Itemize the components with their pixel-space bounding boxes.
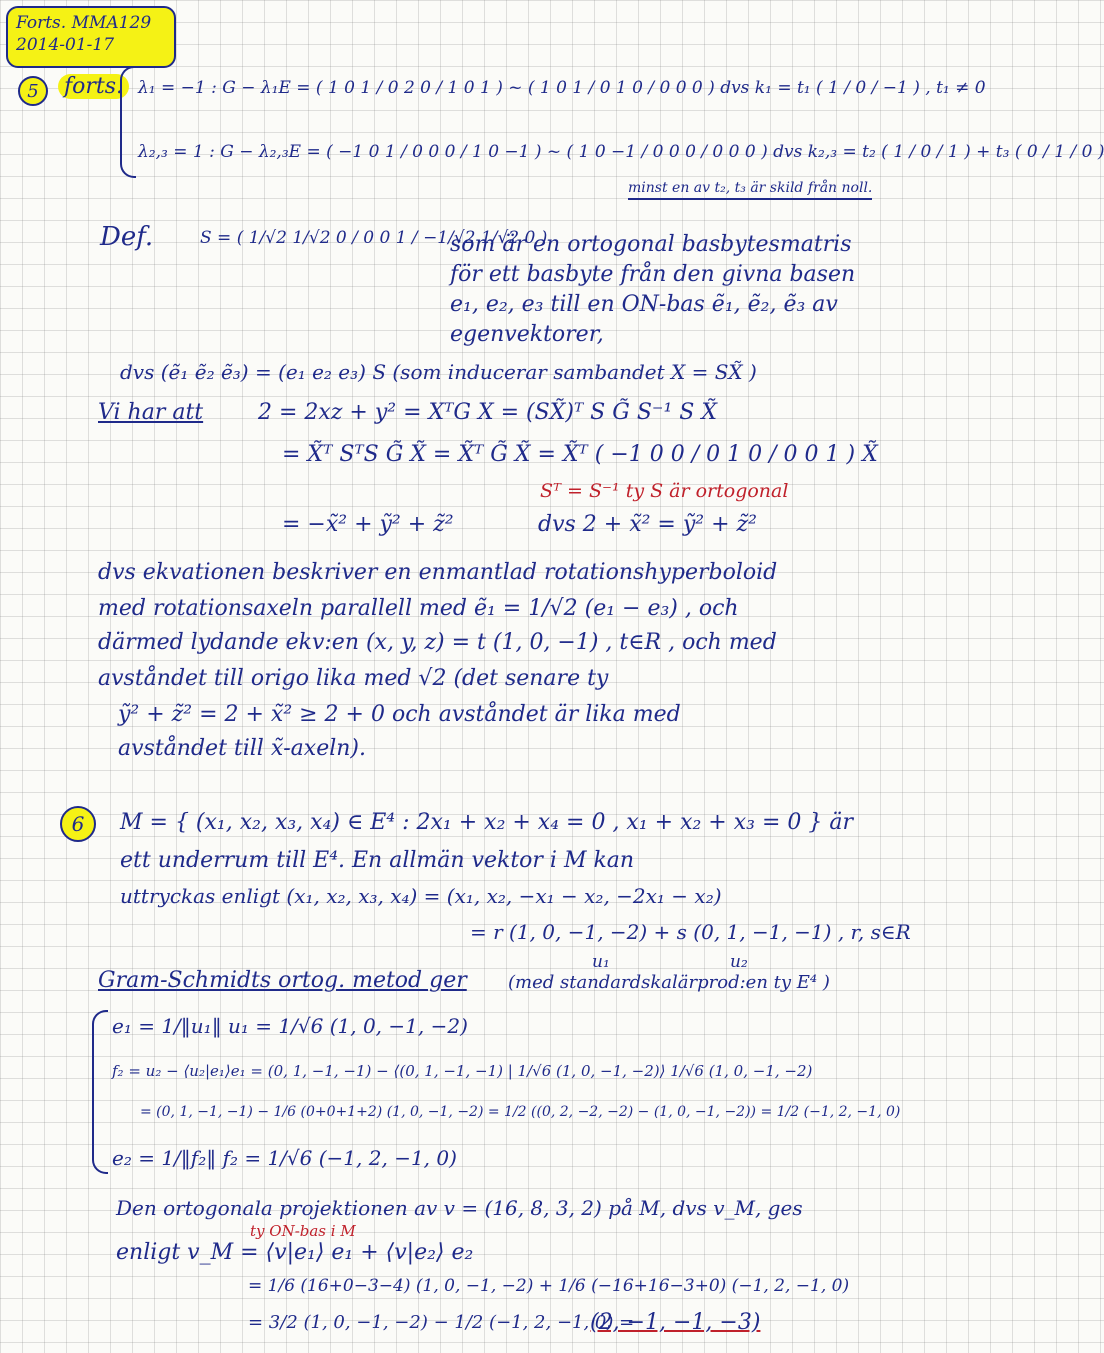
conclusion-4: avståndet till origo lika med √2 (det senare ty — [98, 666, 609, 691]
conclusion-2: med rotationsaxeln parallell med ẽ₁ = 1/√2 (e₁ − e₃) , och — [98, 596, 739, 621]
quadric-eq-2: = X̃ᵀ SᵀS G̃ X̃ = X̃ᵀ G̃ X̃ = X̃ᵀ ( −1 0 0 / 0 1 0 / 0 0 1 ) X̃ — [282, 442, 878, 467]
conclusion-5: ỹ² + z̃² = 2 + x̃² ≥ 2 + 0 och avståndet är lika med — [118, 702, 681, 727]
orthogonal-note: Sᵀ = S⁻¹ ty S är ortogonal — [540, 480, 789, 502]
quadric-eq-1: 2 = 2xz + y² = XᵀG X = (SX̃)ᵀ S G̃ S⁻¹ S X̃ — [258, 400, 718, 425]
header-box — [6, 6, 176, 68]
text-line-3: e₁, e₂, e₃ till en ON-bas ẽ₁, ẽ₂, ẽ₃ av — [450, 292, 838, 317]
problem5-brace — [120, 66, 136, 178]
problem5-label: forts. — [58, 74, 129, 99]
quadric-eq-3: = −x̃² + ỹ² + z̃² — [282, 512, 454, 537]
projection-line-3: = 1/6 (16+0−3−4) (1, 0, −1, −2) + 1/6 (−16+16−3+0) (−1, 2, −1, 0) — [248, 1276, 850, 1296]
text-line-2: för ett basbyte från den givna basen — [450, 262, 856, 287]
eigen-line-1: λ₁ = −1 : G − λ₁E = ( 1 0 1 / 0 2 0 / 1 0 1 ) ~ ( 1 0 1 / 0 1 0 / 0 0 0 ) dvs k₁ = t₁ ( 1 / 0 / −1 ) , t₁ ≠ 0 — [138, 78, 986, 98]
M-definition: M = { (x₁, x₂, x₃, x₄) ∈ E⁴ : 2x₁ + x₂ + x₄ = 0 , x₁ + x₂ + x₃ = 0 } är — [120, 810, 853, 835]
e2-formula: e₂ = 1/‖f₂‖ f₂ = 1/√6 (−1, 2, −1, 0) — [112, 1146, 457, 1170]
projection-line-1: Den ortogonala projektionen av v = (16, 8, 3, 2) på M, dvs v_M, ges — [116, 1196, 803, 1220]
text-line-4: egenvektorer, — [450, 322, 604, 347]
final-answer: (2, −1, −1, −3) — [590, 1310, 761, 1335]
e1-formula: e₁ = 1/‖u₁‖ u₁ = 1/√6 (1, 0, −1, −2) — [112, 1014, 468, 1038]
problem6-number: 6 — [60, 806, 96, 842]
quadric-eq-3b: dvs 2 + x̃² = ỹ² + z̃² — [538, 512, 757, 537]
conclusion-6: avståndet till x̃-axeln). — [118, 736, 367, 761]
f2-computation: = (0, 1, −1, −1) − 1/6 (0+0+1+2) (1, 0, −1, −2) = 1/2 ((0, 2, −2, −2) − (1, 0, −1, −2)) = 1/2 (−1, 2, −1, 0) — [140, 1104, 901, 1120]
header-title: Forts. MMA129 — [16, 13, 152, 33]
conclusion-1: dvs ekvationen beskriver en enmantlad rotationshyperboloid — [98, 560, 778, 585]
gram-schmidt-brace — [92, 1010, 108, 1174]
gram-schmidt-note: (med standardskalärprod:en ty E⁴ ) — [508, 972, 830, 993]
span-line: = r (1, 0, −1, −2) + s (0, 1, −1, −1) , r, s∈R — [470, 920, 911, 944]
note-box: minst en av t₂, t₃ är skild från noll. — [628, 180, 872, 200]
u2-label: u₂ — [730, 952, 748, 972]
dvs-basis-line: dvs (ẽ₁ ẽ₂ ẽ₃) = (e₁ e₂ e₃) S (som inducerar sambandet X = SX̃ ) — [120, 360, 757, 384]
def-label: Def. — [100, 222, 154, 252]
text-line-1: som är en ortogonal basbytesmatris — [450, 232, 852, 257]
subspace-line: ett underrum till E⁴. En allmän vektor i M kan — [120, 848, 635, 873]
conclusion-3: därmed lydande ekv:en (x, y, z) = t (1, 0, −1) , t∈R , och med — [98, 630, 777, 655]
def-S-matrix: S = ( 1/√2 1/√2 0 / 0 0 1 / −1/√2 1/√2 0 ) — [200, 228, 548, 248]
f2-formula: f₂ = u₂ − ⟨u₂|e₁⟩e₁ = (0, 1, −1, −1) − ⟨(0, 1, −1, −1) | 1/√6 (1, 0, −1, −2)⟩ 1/√6 (1, 0, −1, −2) — [112, 1062, 813, 1080]
projection-line-2: enligt v_M = ⟨v|e₁⟩ e₁ + ⟨v|e₂⟩ e₂ — [116, 1240, 474, 1265]
vi-har-att: Vi har att — [98, 400, 204, 425]
u1-label: u₁ — [592, 952, 610, 972]
general-vector-line: uttryckas enligt (x₁, x₂, x₃, x₄) = (x₁, x₂, −x₁ − x₂, −2x₁ − x₂) — [120, 884, 722, 908]
projection-line-4: = 3/2 (1, 0, −1, −2) − 1/2 (−1, 2, −1, 0) = — [248, 1312, 635, 1333]
projection-note: ty ON-bas i M — [250, 1222, 356, 1240]
problem5-number: 5 — [18, 76, 48, 106]
eigen-line-2: λ₂,₃ = 1 : G − λ₂,₃E = ( −1 0 1 / 0 0 0 / 1 0 −1 ) ~ ( 1 0 −1 / 0 0 0 / 0 0 0 ) dvs k₂,₃ = t₂ ( 1 / 0 / 1 ) + t₃ ( 0 / 1 / 0 ) — [138, 142, 1104, 162]
gram-schmidt-line: Gram-Schmidts ortog. metod ger — [98, 968, 467, 993]
header-date: 2014-01-17 — [16, 35, 115, 55]
